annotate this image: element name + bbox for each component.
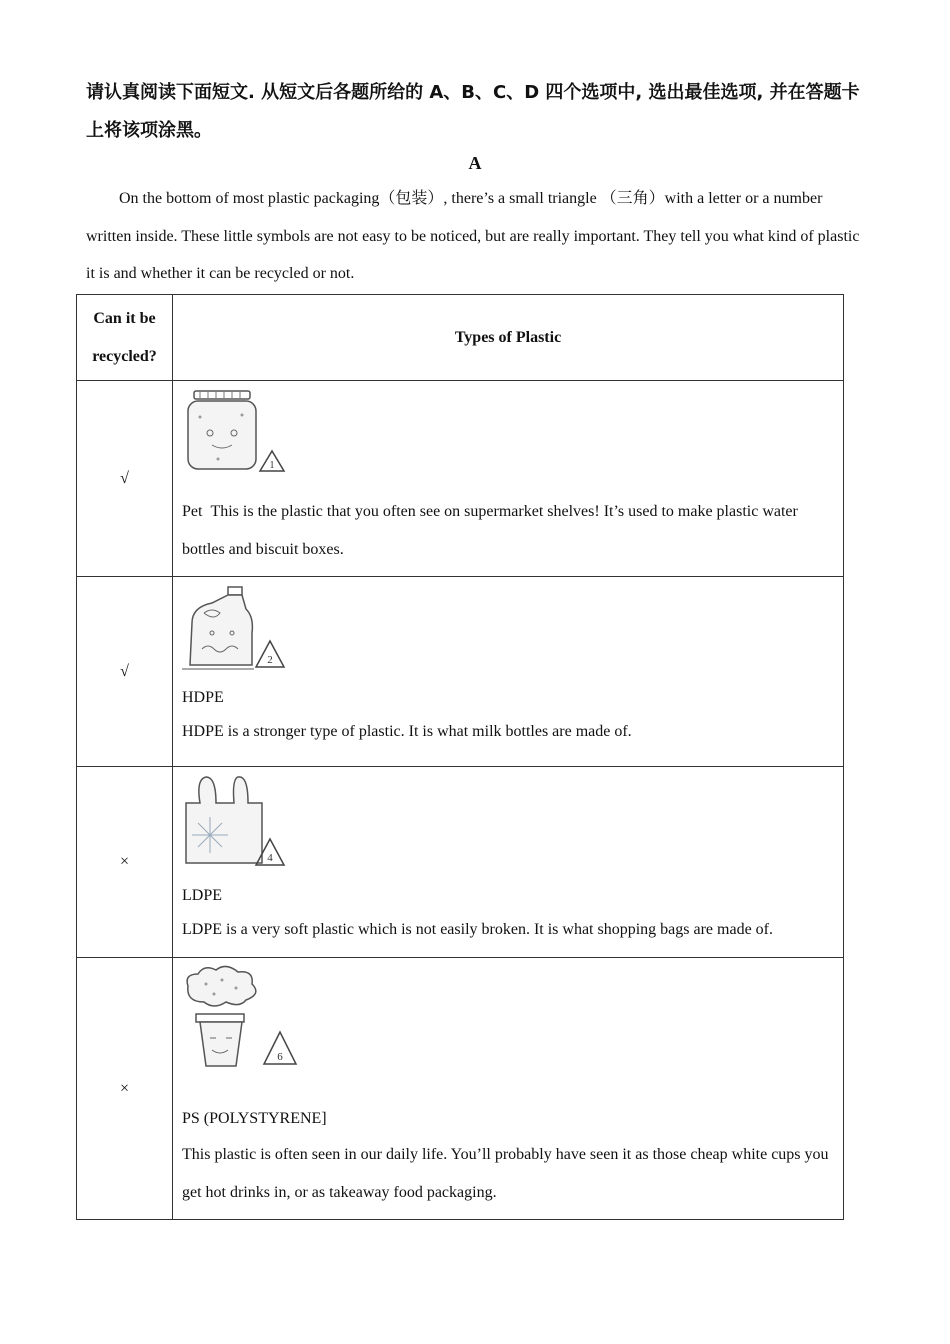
recycle-code: 6 — [277, 1051, 283, 1063]
jar-icon — [182, 387, 292, 473]
plastic-name: Pet — [182, 503, 203, 520]
plastic-type-cell — [173, 958, 844, 1220]
instruction-text: 请认真阅读下面短文. 从短文后各题所给的 A、B、C、D 四个选项中, 选出最佳选项, 并在答题卡上将该项涂黑。 — [86, 82, 860, 141]
plastic-name: PS (POLYSTYRENE] — [182, 1110, 327, 1127]
recyclable-mark: √ — [77, 381, 173, 577]
plastic-type-cell — [173, 577, 844, 767]
recyclable-mark: × — [77, 958, 173, 1220]
plastic-type-cell — [173, 381, 844, 577]
plastic-types-table — [76, 294, 844, 1220]
table-row — [77, 577, 844, 767]
recycle-code: 2 — [267, 654, 273, 666]
recycle-code: 1 — [269, 460, 275, 471]
recycle-code: 4 — [267, 852, 273, 864]
table-row — [77, 381, 844, 577]
plastic-description: This is the plastic that you often see on supermarket shelves! It’s used to make plastic water bottles and biscuit boxes. — [182, 503, 798, 558]
plastic-description: HDPE is a stronger type of plastic. It is what milk bottles are made of. — [182, 723, 632, 740]
header-recyclable: Can it be recycled? — [77, 295, 173, 381]
plastic-name: LDPE — [182, 887, 222, 904]
plastic-name: HDPE — [182, 689, 224, 706]
foam-cup-icon — [182, 964, 302, 1070]
table-header-row — [77, 295, 844, 381]
table-row — [77, 958, 844, 1220]
intro-paragraph: On the bottom of most plastic packaging（包装）, there’s a small triangle （三角）with a letter or a number written inside. These little symbols are not easy to be noticed, but are really important. They tell you what kind of plastic it is and whether it can be recycled or not. — [86, 190, 860, 282]
recyclable-mark: × — [77, 767, 173, 958]
shopping-bag-icon — [182, 773, 292, 869]
milk-jug-icon — [182, 583, 292, 671]
plastic-description: This plastic is often seen in our daily life. You’ll probably have seen it as those cheap white cups you get hot drinks in, or as takeaway food packaging. — [182, 1146, 829, 1201]
header-types: Types of Plastic — [173, 295, 844, 381]
table-row — [77, 767, 844, 958]
section-label: A — [468, 153, 482, 173]
recyclable-mark: √ — [77, 577, 173, 767]
plastic-description: LDPE is a very soft plastic which is not easily broken. It is what shopping bags are made of. — [182, 921, 773, 938]
plastic-type-cell — [173, 767, 844, 958]
